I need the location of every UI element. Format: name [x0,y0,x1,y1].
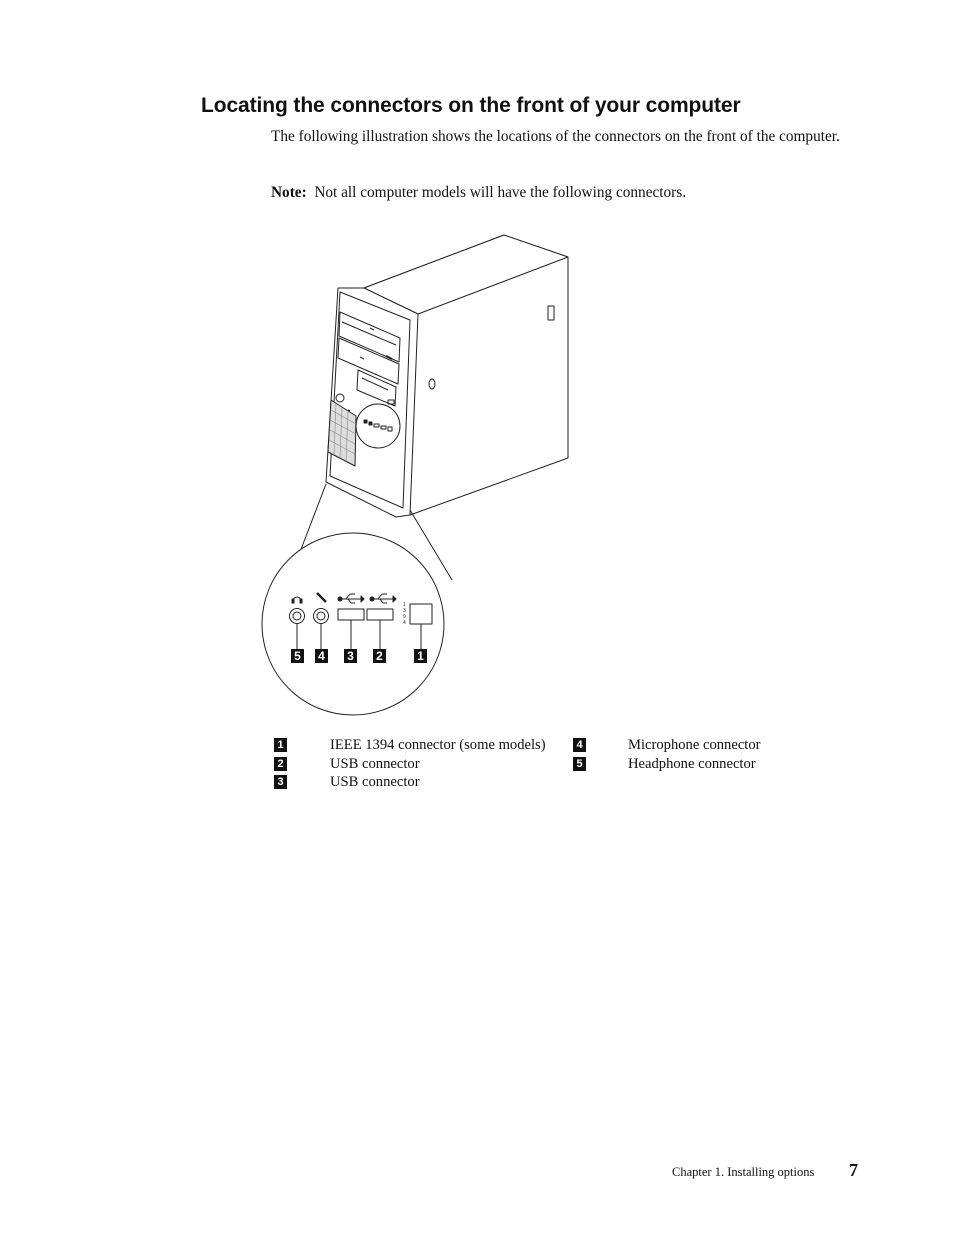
legend-number: 3 [274,775,287,789]
note-text: Not all computer models will have the following connectors. [314,184,687,201]
legend-number: 5 [573,757,586,771]
svg-text:5: 5 [294,649,301,663]
svg-text:4: 4 [318,649,325,663]
legend-label: IEEE 1394 connector (some models) [330,737,546,753]
callout-3 [344,649,357,663]
ieee1394-label-char: 3 [403,608,406,614]
legend-label: USB connector [330,755,420,772]
callout-2 [373,649,386,663]
legend-label: Microphone connector [628,737,761,753]
svg-text:1: 1 [417,649,424,663]
legend-number: 4 [573,738,586,752]
footer-chapter: Chapter 1. Installing options [672,1165,815,1179]
ieee1394-label-char: 1 [403,602,406,608]
legend-number: 1 [274,738,287,752]
page-heading: Locating the connectors on the front of your computer [201,94,741,117]
callout-5 [291,649,304,663]
note-label: Note: [271,184,307,201]
svg-text:2: 2 [376,649,383,663]
callout-4 [315,649,328,663]
callout-1 [414,649,427,663]
legend-label: USB connector [330,774,420,791]
ieee1394-label-char: 4 [403,620,406,626]
svg-text:3: 3 [347,649,354,663]
computer-front-connectors-illustration [260,210,590,722]
note-paragraph [271,183,851,202]
legend-label: Headphone connector [628,755,756,772]
legend-number: 2 [274,757,287,771]
ieee1394-label-char: 9 [403,614,406,620]
intro-paragraph: The following illustration shows the locations of the connectors on the front of the computer. [271,128,840,145]
page-number: 7 [849,1160,858,1180]
